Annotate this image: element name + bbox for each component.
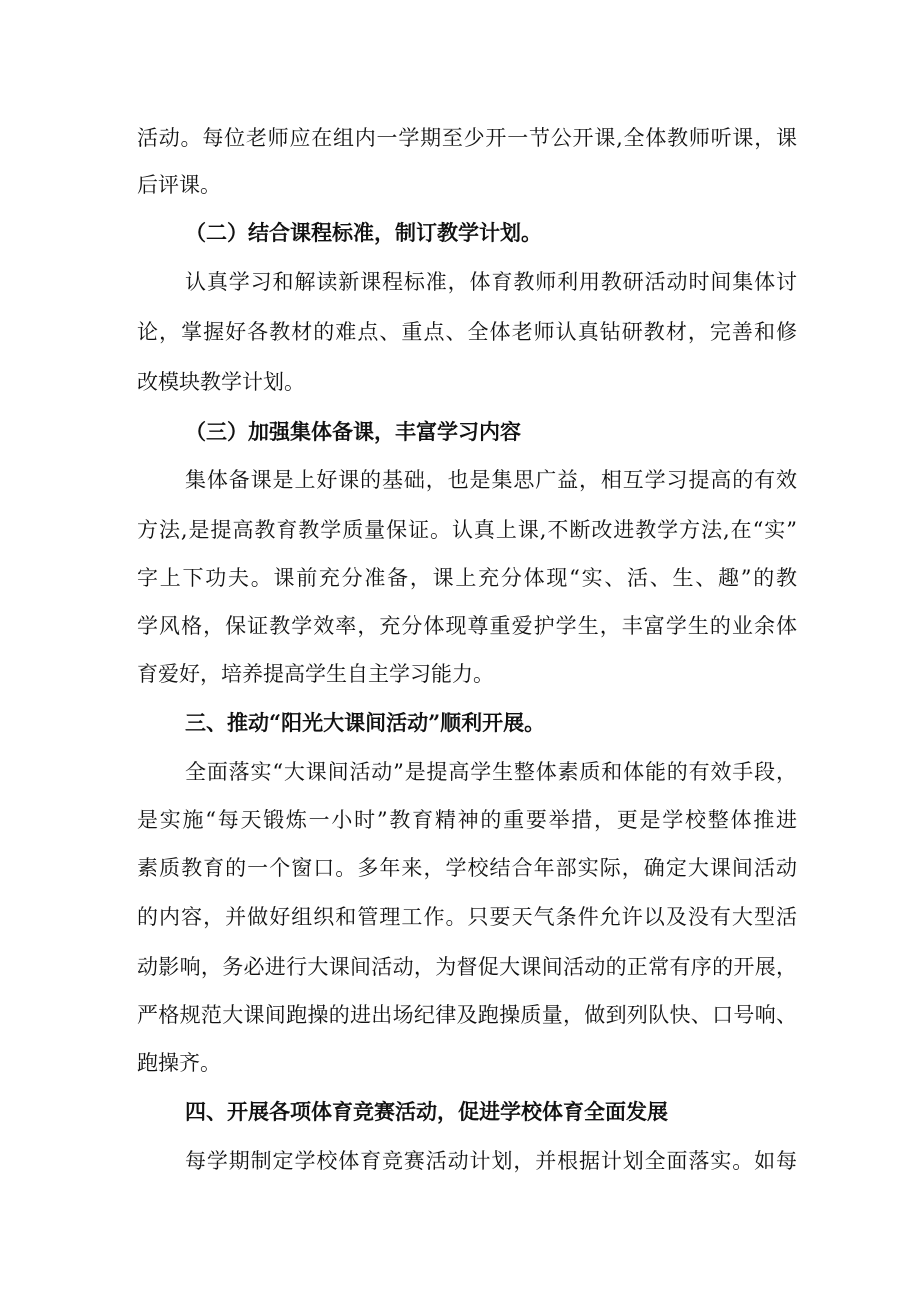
body-text-line: 跑操齐。 <box>137 1051 221 1075</box>
body-text-line: 的内容，并做好组织和管理工作。只要天气条件允许以及没有大型活 <box>137 905 797 929</box>
body-text-line: 严格规范大课间跑操的进出场纪律及跑操质量，做到列队快、口号响、 <box>137 1003 797 1027</box>
body-text-line: 改模块教学计划。 <box>137 370 305 394</box>
body-text-line: 认真学习和解读新课程标准，体育教师利用教研活动时间集体讨 <box>185 270 797 294</box>
body-text-line: 是实施“每天锻炼一小时”教育精神的重要举措，更是学校整体推进 <box>137 808 797 832</box>
body-text-line: 后评课。 <box>137 173 221 197</box>
body-text-line: 动影响，务必进行大课间活动，为督促大课间活动的正常有序的开展， <box>137 955 797 979</box>
subsection-heading: （三）加强集体备课，丰富学习内容 <box>185 419 521 444</box>
body-text-line: 全面落实“大课间活动”是提高学生整体素质和体能的有效手段， <box>185 760 797 784</box>
body-text-line: 学风格，保证教学效率，充分体现尊重爱护学生，丰富学生的业余体 <box>137 614 797 638</box>
body-text-line: 论，掌握好各教材的难点、重点、全体老师认真钻研教材，完善和修 <box>137 320 797 344</box>
body-text-line: 字上下功夫。课前充分准备，课上充分体现“实、活、生、趣”的教 <box>137 566 797 590</box>
body-text-line: 每学期制定学校体育竞赛活动计划，并根据计划全面落实。如每 <box>185 1149 797 1173</box>
body-text-line: 方法,是提高教育教学质量保证。认真上课,不断改进教学方法,在“实” <box>137 518 797 542</box>
body-text-line: 集体备课是上好课的基础，也是集思广益，相互学习提高的有效 <box>185 468 797 492</box>
body-text-line: 活动。每位老师应在组内一学期至少开一节公开课,全体教师听课，课 <box>137 126 797 150</box>
body-text-line: 育爱好，培养提高学生自主学习能力。 <box>137 662 494 686</box>
body-text-line: 素质教育的一个窗口。多年来，学校结合年部实际，确定大课间活动 <box>137 856 797 880</box>
section-heading: 四、开展各项体育竞赛活动，促进学校体育全面发展 <box>185 1099 668 1124</box>
subsection-heading: （二）结合课程标准，制订教学计划。 <box>185 220 542 245</box>
section-heading: 三、推动“阳光大课间活动”顺利开展。 <box>185 710 546 735</box>
